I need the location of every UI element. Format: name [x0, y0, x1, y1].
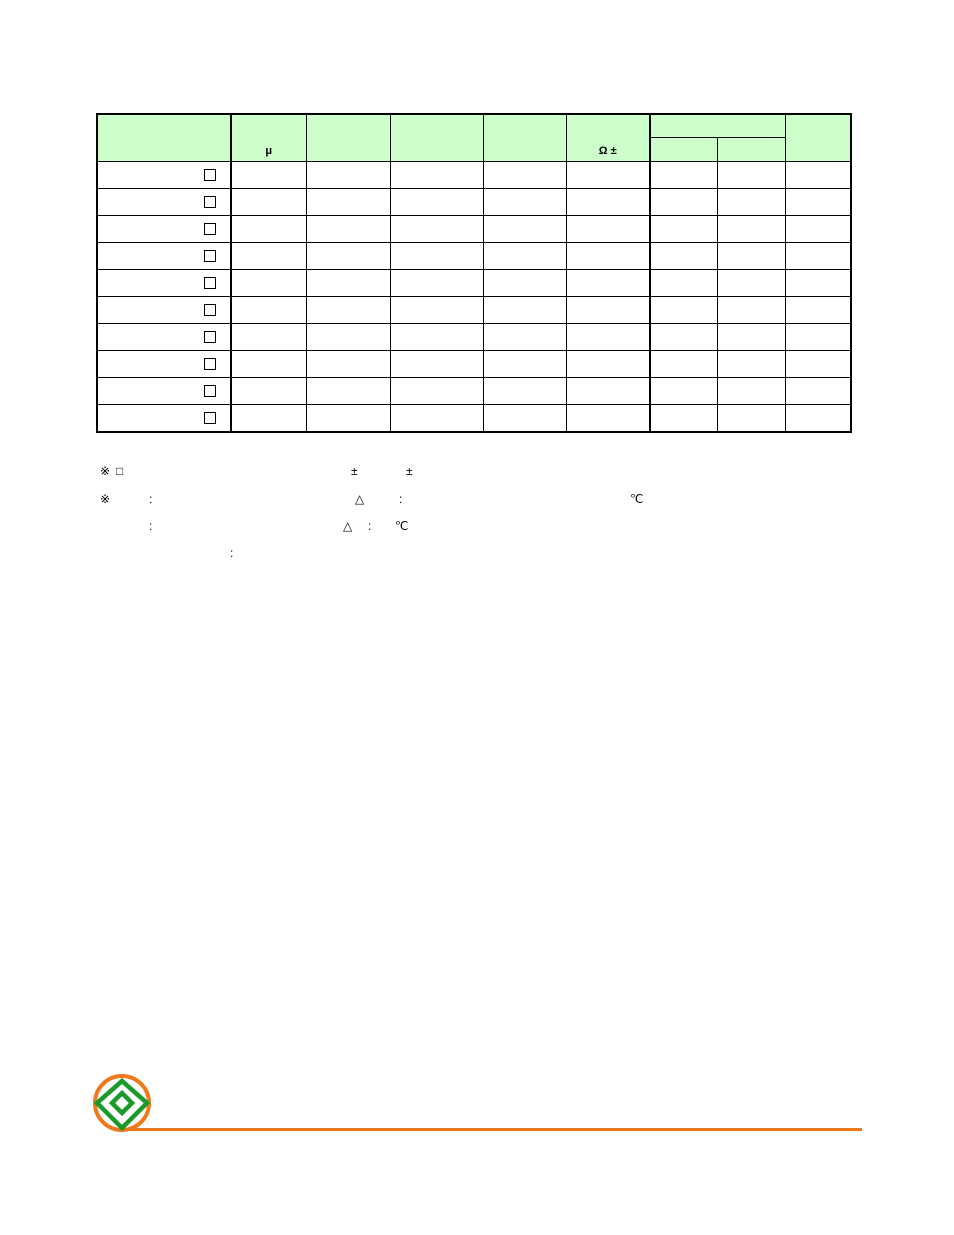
table-cell	[785, 216, 851, 243]
table-cell	[785, 243, 851, 270]
table-cell	[306, 189, 390, 216]
table-cell	[231, 270, 306, 297]
table-cell	[566, 297, 650, 324]
logo-ring	[95, 1076, 149, 1130]
table-cell	[717, 351, 785, 378]
table-cell	[306, 351, 390, 378]
table-cell	[717, 270, 785, 297]
header-col-4	[390, 114, 483, 162]
table-cell	[717, 162, 785, 189]
table-cell	[390, 162, 483, 189]
checkbox-placeholder	[204, 277, 216, 289]
colon: :	[368, 519, 372, 533]
plus-minus-1: ±	[351, 464, 358, 478]
table-cell	[390, 216, 483, 243]
table-cell	[231, 351, 306, 378]
table-cell	[785, 162, 851, 189]
checkbox-placeholder	[204, 223, 216, 235]
part-number-cell	[97, 378, 231, 405]
table-cell	[785, 297, 851, 324]
table-cell	[483, 297, 566, 324]
celsius-symbol: ℃	[630, 492, 644, 506]
table-cell	[650, 216, 717, 243]
table-cell	[650, 270, 717, 297]
checkbox-placeholder	[204, 304, 216, 316]
table-row	[97, 405, 851, 433]
table-cell	[785, 270, 851, 297]
table-cell	[566, 378, 650, 405]
table-cell	[390, 351, 483, 378]
table-cell	[231, 324, 306, 351]
table-cell	[390, 270, 483, 297]
table-cell	[306, 270, 390, 297]
table-cell	[650, 162, 717, 189]
colon: :	[149, 519, 153, 533]
table-cell	[231, 405, 306, 433]
table-cell	[483, 324, 566, 351]
table-cell	[566, 351, 650, 378]
table-cell	[717, 378, 785, 405]
checkbox-placeholder	[204, 358, 216, 370]
table-cell	[306, 243, 390, 270]
table-cell	[566, 405, 650, 433]
part-number-cell	[97, 405, 231, 433]
table-cell	[306, 297, 390, 324]
table-cell	[231, 297, 306, 324]
celsius-symbol: ℃	[395, 519, 409, 533]
checkbox-placeholder	[204, 412, 216, 424]
part-number-cell	[97, 216, 231, 243]
table-cell	[306, 378, 390, 405]
dcr-unit: Ω ±	[598, 145, 617, 157]
part-number-cell	[97, 189, 231, 216]
header-inductance	[231, 114, 306, 162]
header-col-last	[785, 114, 851, 162]
spec-table	[96, 113, 852, 433]
header-col-3	[306, 114, 390, 162]
table-cell	[785, 324, 851, 351]
table-cell	[483, 405, 566, 433]
triangle-icon: △	[343, 519, 353, 533]
checkbox-placeholder	[204, 331, 216, 343]
table-cell	[390, 189, 483, 216]
table-cell	[483, 270, 566, 297]
table-cell	[231, 216, 306, 243]
table-cell	[650, 405, 717, 433]
table-cell	[390, 405, 483, 433]
table-cell	[566, 324, 650, 351]
note-4	[100, 545, 250, 561]
checkbox-symbol: □	[116, 464, 124, 478]
table-cell	[650, 189, 717, 216]
footer-rule	[130, 1128, 862, 1131]
table-row	[97, 216, 851, 243]
table-cell	[483, 243, 566, 270]
table-cell	[390, 324, 483, 351]
checkbox-placeholder	[204, 169, 216, 181]
logo-inner-diamond	[112, 1093, 132, 1113]
table-cell	[566, 270, 650, 297]
header-sub-1	[650, 138, 717, 162]
table-cell	[306, 405, 390, 433]
table-cell	[390, 378, 483, 405]
inductance-unit: μ	[265, 145, 273, 157]
table-cell	[231, 189, 306, 216]
table-cell	[231, 162, 306, 189]
part-number-cell	[97, 243, 231, 270]
table-cell	[785, 189, 851, 216]
header-part-number	[97, 114, 231, 162]
triangle-icon: △	[355, 492, 365, 506]
table-cell	[650, 378, 717, 405]
note-3	[100, 518, 430, 534]
table-cell	[717, 405, 785, 433]
table-cell	[650, 243, 717, 270]
table-cell	[717, 189, 785, 216]
table-cell	[306, 324, 390, 351]
table-cell	[785, 378, 851, 405]
table-cell	[483, 378, 566, 405]
table-row	[97, 297, 851, 324]
header-sub-2	[717, 138, 785, 162]
table-cell	[390, 243, 483, 270]
table-row	[97, 189, 851, 216]
checkbox-placeholder	[204, 250, 216, 262]
part-number-cell	[97, 351, 231, 378]
table-cell	[785, 351, 851, 378]
table-cell	[231, 378, 306, 405]
table-cell	[483, 189, 566, 216]
table-cell	[717, 243, 785, 270]
header-group	[650, 114, 785, 138]
table-cell	[717, 297, 785, 324]
table-cell	[306, 216, 390, 243]
table-cell	[566, 162, 650, 189]
table-body	[97, 162, 851, 433]
colon: :	[149, 492, 153, 506]
table-cell	[785, 405, 851, 433]
header-dcr	[566, 114, 650, 162]
table-cell	[483, 216, 566, 243]
part-number-cell	[97, 162, 231, 189]
note-2	[100, 491, 660, 507]
note-mark: ※	[100, 492, 111, 506]
table-cell	[566, 243, 650, 270]
table-row	[97, 162, 851, 189]
table-row	[97, 351, 851, 378]
part-number-cell	[97, 270, 231, 297]
table-row	[97, 378, 851, 405]
table-cell	[306, 162, 390, 189]
colon: :	[399, 492, 403, 506]
note-mark: ※	[100, 464, 111, 478]
table-cell	[566, 189, 650, 216]
table-cell	[717, 324, 785, 351]
table-cell	[717, 216, 785, 243]
header-col-5	[483, 114, 566, 162]
table-cell	[483, 351, 566, 378]
table-cell	[483, 162, 566, 189]
table-row	[97, 243, 851, 270]
checkbox-placeholder	[204, 196, 216, 208]
table-row	[97, 324, 851, 351]
table-cell	[566, 216, 650, 243]
table-cell	[390, 297, 483, 324]
plus-minus-2: ±	[406, 464, 413, 478]
colon: :	[230, 546, 234, 560]
company-logo-icon	[92, 1073, 152, 1133]
table-cell	[650, 351, 717, 378]
table-cell	[650, 324, 717, 351]
part-number-cell	[97, 324, 231, 351]
part-number-cell	[97, 297, 231, 324]
checkbox-placeholder	[204, 385, 216, 397]
table-cell	[650, 297, 717, 324]
note-1	[100, 463, 430, 479]
table-header	[97, 114, 851, 162]
table-cell	[231, 243, 306, 270]
table-row	[97, 270, 851, 297]
